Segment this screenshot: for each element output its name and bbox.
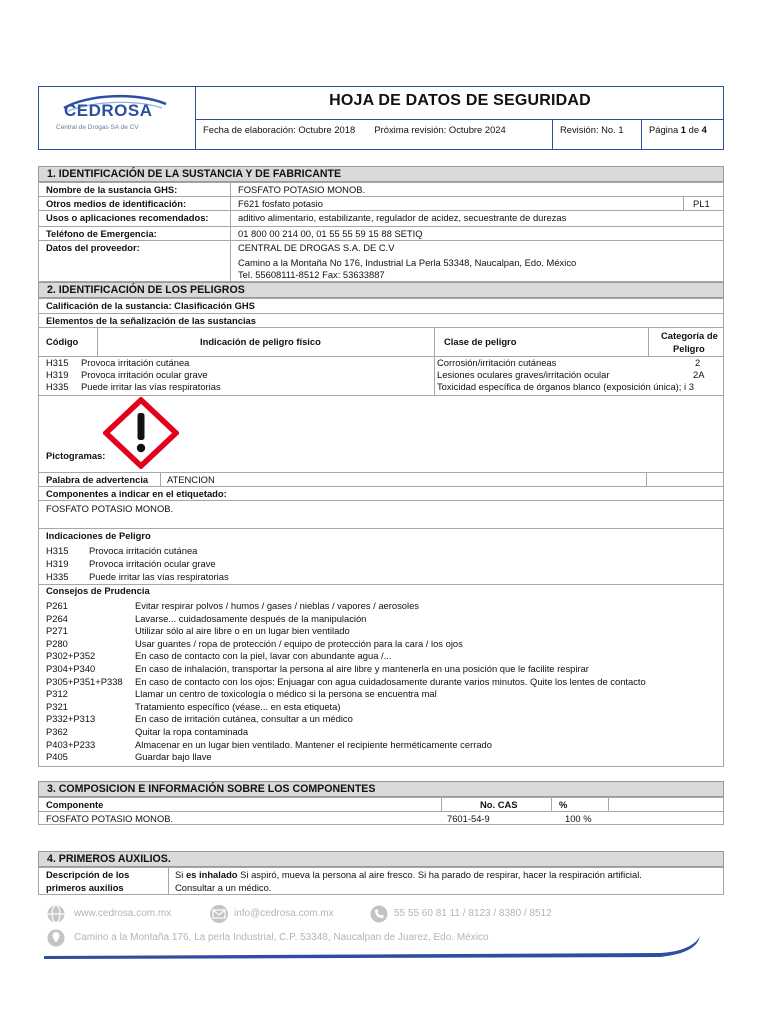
- divider: [38, 196, 724, 197]
- section-1-title: 1. IDENTIFICACIÓN DE LA SUSTANCIA Y DE FABRICANTE: [38, 166, 724, 182]
- consejo-code: P362: [46, 726, 68, 737]
- nombre-label: Nombre de la sustancia GHS:: [46, 184, 178, 195]
- usos-value: aditivo alimentario, estabilizante, regulador de acidez, secuestrante de durezas: [238, 212, 567, 223]
- page-number-cell: [642, 120, 724, 150]
- consejo-text: Tratamiento específico (véase... en esta etiqueta): [135, 700, 341, 712]
- hazard-clase: Corrosión/irritación cutáneas: [437, 357, 557, 368]
- proveedor-line-2: Camino a la Montaña No 176, Industrial La Perla 53348, Naucalpan, Edo. México: [238, 257, 577, 268]
- consejo-text: Quitar la ropa contaminada: [135, 726, 249, 737]
- proxima-revision: Próxima revisión: Octubre 2024: [374, 124, 506, 135]
- indicacion-code: H335: [46, 571, 69, 582]
- consejo-text: En caso de inhalación, transportar la persona al aire libre y mantenerla en una posición que le facilite respirar: [135, 663, 589, 674]
- hazard-code: H335: [46, 381, 69, 392]
- line-prefix: Si: [175, 869, 186, 880]
- divider: [608, 797, 609, 811]
- hazard-clase: Toxicidad específica de órganos blanco (exposición única); i 3: [437, 381, 694, 392]
- divider: [683, 196, 684, 210]
- palabra-advertencia-value: ATENCION: [167, 474, 215, 485]
- hazard-clase: Lesiones oculares graves/irritación ocular: [437, 369, 610, 380]
- componente-value: FOSFATO POTASIO MONOB.: [46, 813, 174, 824]
- proveedor-line-1: CENTRAL DE DROGAS S.A. DE C.V: [238, 242, 395, 253]
- page-mid: de: [686, 124, 702, 135]
- divider: [38, 500, 724, 501]
- divider: [38, 210, 724, 211]
- divider: [38, 327, 724, 328]
- col-pct: %: [559, 799, 568, 810]
- hazard-text: Puede irritar las vías respiratorias: [81, 381, 221, 392]
- consejo-text: Almacenar en un lugar bien ventilado. Mantener el recipiente herméticamente cerrado: [135, 738, 492, 750]
- consejo-text: Utilizar sólo al aire libre o en un lugar bien ventilado: [135, 625, 350, 637]
- divider: [168, 867, 169, 895]
- divider: [160, 472, 161, 486]
- consejo-code: P332+P313: [46, 713, 96, 725]
- consejo-text: Lavarse... cuidadosamente después de la manipulación: [135, 612, 367, 624]
- consejo-text: En caso de irritación cutánea, consultar a un médico: [135, 713, 353, 725]
- calificacion-label: Calificación de la sustancia: Clasificación GHS: [46, 300, 255, 311]
- divider: [230, 182, 231, 282]
- consejo-text: Guardar bajo llave: [135, 751, 212, 763]
- footer-address: Camino a la Montaña 176, La perla Industrial, C.P. 53348, Naucalpan de Juarez, Edo. México: [74, 932, 489, 943]
- otros-medios-extra: PL1: [693, 198, 710, 209]
- col-codigo: Código: [46, 336, 79, 347]
- logo-name: CEDROSA: [64, 101, 153, 120]
- consejo-code: P304+P340: [46, 663, 96, 674]
- telefono-label: Teléfono de Emergencia:: [46, 228, 157, 239]
- footer-email[interactable]: info@cedrosa.com.mx: [234, 908, 334, 919]
- col-cas: No. CAS: [480, 799, 518, 810]
- otros-medios-value: F621 fosfato potasio: [238, 198, 323, 209]
- consejo-code: P405: [46, 751, 68, 763]
- consejo-code: P321: [46, 700, 68, 712]
- proveedor-label: Datos del proveedor:: [46, 242, 140, 253]
- consejo-code: P305+P351+P338: [46, 675, 123, 687]
- divider: [38, 395, 724, 396]
- divider: [38, 486, 724, 487]
- col-indicacion: Indicación de peligro físico: [200, 336, 321, 347]
- revision-cell: Revisión: No. 1: [553, 120, 642, 150]
- consejo-text: Evitar respirar polvos / humos / gases / nieblas / vapores / aerosoles: [135, 600, 419, 611]
- divider: [38, 472, 724, 473]
- col-categoria-line2: Peligro: [673, 343, 705, 354]
- section-4-title: 4. PRIMEROS AUXILIOS.: [38, 851, 724, 867]
- divider: [38, 528, 724, 529]
- telefono-value: 01 800 00 214 00, 01 55 55 59 15 88 SETIQ: [238, 228, 423, 239]
- line-rest: Si aspiró, mueva la persona al aire fresco. Si ha parado de respirar, hacer la respiración artificial.: [237, 869, 642, 880]
- primeros-auxilios-line-1: [175, 869, 721, 881]
- proveedor-line-3: Tel. 55608111-8512 Fax: 53633887: [238, 269, 385, 280]
- usos-label: Usos o aplicaciones recomendados:: [46, 212, 209, 223]
- indicacion-text: Provoca irritación ocular grave: [89, 558, 216, 569]
- line-bold: es inhalado: [185, 869, 238, 880]
- section-3-title: 3. COMPOSICION E INFORMACIÓN SOBRE LOS COMPONENTES: [38, 781, 724, 797]
- consejo-text: Llamar un centro de toxicología o médico si la persona se encuentra mal: [135, 688, 437, 700]
- footer-web[interactable]: www.cedrosa.com.mx: [74, 908, 172, 919]
- palabra-advertencia-label: Palabra de advertencia: [46, 474, 149, 485]
- consejo-code: P280: [46, 637, 68, 649]
- primeros-auxilios-label-2: primeros auxilios: [46, 882, 124, 893]
- indicacion-text: Provoca irritación cutánea: [89, 545, 198, 556]
- consejo-code: P264: [46, 612, 68, 624]
- col-categoria-line1: Categoría de: [661, 330, 718, 341]
- page-current: 1: [680, 124, 687, 135]
- divider: [551, 797, 552, 811]
- componentes-label: Componentes a indicar en el etiquetado:: [46, 488, 227, 499]
- ghs-exclamation-icon: [103, 397, 179, 469]
- pct-value: 100 %: [565, 813, 592, 824]
- consejo-text: Usar guantes / ropa de protección / equipo de protección para la cara / los ojos: [135, 637, 463, 649]
- indicacion-text: Puede irritar las vías respiratorias: [89, 571, 229, 582]
- otros-medios-label: Otros medios de identificación:: [46, 198, 187, 209]
- col-clase: Clase de peligro: [444, 336, 517, 347]
- consejo-code: P271: [46, 625, 68, 637]
- componentes-value: FOSFATO POTASIO MONOB.: [46, 503, 174, 514]
- page-prefix: Página: [649, 124, 681, 135]
- hazard-code: H315: [46, 357, 69, 368]
- pictogramas-label: Pictogramas:: [46, 450, 106, 461]
- divider: [97, 327, 98, 356]
- logo-subtitle: Central de Drogas SA de CV: [56, 124, 139, 131]
- page-total: 4: [701, 124, 707, 135]
- divider: [441, 797, 442, 811]
- nombre-value: FOSFATO POTASIO MONOB.: [238, 184, 366, 195]
- footer-swoosh: [0, 920, 768, 960]
- divider: [648, 327, 649, 356]
- divider: [38, 811, 724, 812]
- document-title: HOJA DE DATOS DE SEGURIDAD: [196, 86, 724, 120]
- consejo-code: P261: [46, 600, 68, 611]
- divider: [38, 226, 724, 227]
- primeros-auxilios-label-1: Descripción de los: [46, 869, 130, 880]
- indicaciones-title: Indicaciones de Peligro: [46, 530, 151, 541]
- hazard-categoria: 2: [695, 357, 701, 368]
- hazard-text: Provoca irritación cutánea: [81, 357, 190, 368]
- divider: [38, 313, 724, 314]
- indicacion-code: H315: [46, 545, 69, 556]
- consejos-title: Consejos de Prudencia: [46, 585, 150, 596]
- hazard-categoria: 2A: [693, 369, 705, 380]
- consejo-code: P302+P352: [46, 650, 96, 662]
- consejo-text: En caso de contacto con la piel, lavar con abundante agua /...: [135, 650, 392, 662]
- hazard-text: Provoca irritación ocular grave: [81, 369, 208, 380]
- hazard-code: H319: [46, 369, 69, 380]
- consejo-code: P403+P233: [46, 738, 96, 750]
- consejo-code: P312: [46, 688, 68, 700]
- primeros-auxilios-line-2: Consultar a un médico.: [175, 882, 272, 893]
- footer-phone[interactable]: 55 55 60 81 11 / 8123 / 8380 / 8512: [394, 908, 552, 919]
- col-componente: Componente: [46, 799, 104, 810]
- consejo-text: En caso de contacto con los ojos: Enjuagar con agua cuidadosamente durante varios minutos. Quite los lentes de contacto: [135, 675, 646, 687]
- divider: [434, 327, 435, 395]
- divider: [646, 472, 647, 486]
- fecha-elaboracion: Fecha de elaboración: Octubre 2018: [203, 124, 356, 135]
- divider: [38, 240, 724, 241]
- section-2-title: 2. IDENTIFICACIÓN DE LOS PELIGROS: [38, 282, 724, 298]
- elementos-label: Elementos de la señalización de las sustancias: [46, 315, 256, 326]
- dates-cell: [196, 120, 553, 150]
- indicacion-code: H319: [46, 558, 69, 569]
- cas-value: 7601-54-9: [447, 813, 490, 824]
